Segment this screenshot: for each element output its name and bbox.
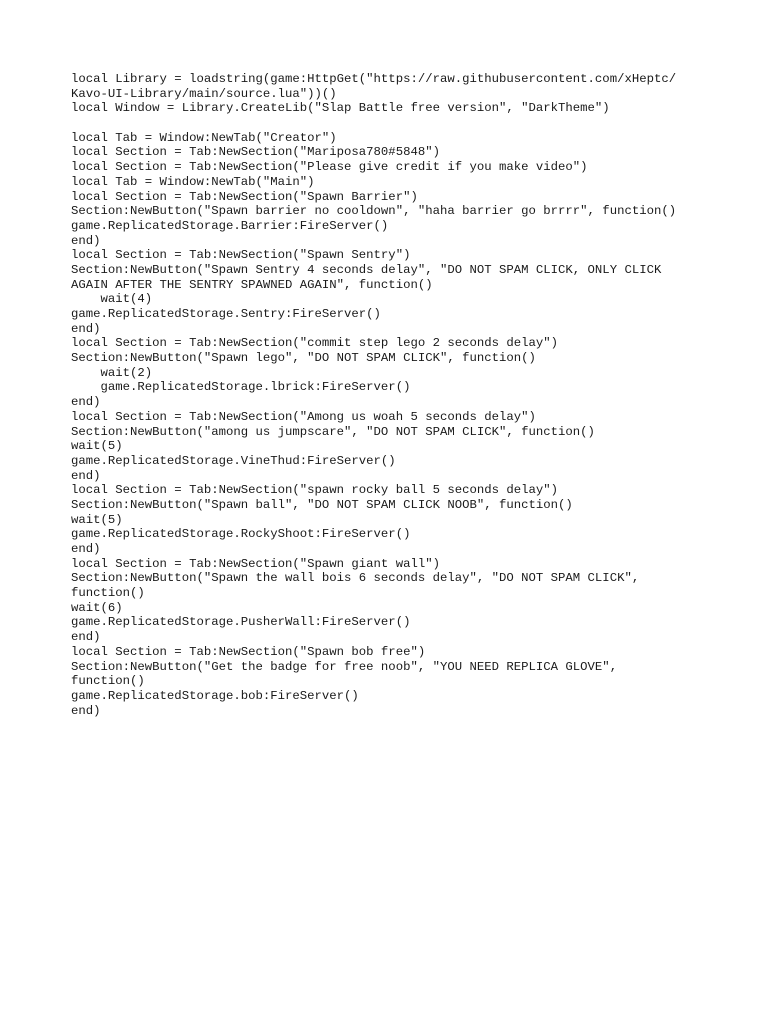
code-line: end) <box>71 233 101 248</box>
code-line: Section:NewButton("Spawn the wall bois 6 seconds delay", "DO NOT SPAM CLICK", <box>71 571 640 586</box>
code-line: Section:NewButton("Get the badge for free noob", "YOU NEED REPLICA GLOVE", <box>71 659 618 674</box>
code-line: local Section = Tab:NewSection("spawn rocky ball 5 seconds delay") <box>71 483 559 498</box>
code-line: end) <box>71 468 101 483</box>
code-line: wait(6) <box>71 600 123 615</box>
code-line: function() <box>71 674 145 689</box>
code-line: local Section = Tab:NewSection("Spawn giant wall") <box>71 556 440 571</box>
code-line: end) <box>71 321 101 336</box>
code-line: Section:NewButton("Spawn Sentry 4 seconds delay", "DO NOT SPAM CLICK, ONLY CLICK <box>71 262 662 277</box>
code-line: game.ReplicatedStorage.RockyShoot:FireServer() <box>71 527 411 542</box>
code-line: game.ReplicatedStorage.Barrier:FireServer() <box>71 218 389 233</box>
code-line: end) <box>71 542 101 556</box>
code-line: Section:NewButton("Spawn ball", "DO NOT SPAM CLICK NOOB", function() <box>71 497 573 512</box>
code-line: local Library = loadstring(game:HttpGet("https://raw.githubusercontent.com/xHeptc/ <box>71 72 677 86</box>
code-line: end) <box>71 395 101 410</box>
code-line: end) <box>71 703 101 718</box>
code-line: local Section = Tab:NewSection("Spawn Barrier") <box>71 189 418 204</box>
code-line: local Window = Library.CreateLib("Slap Battle free version", "DarkTheme") <box>71 101 610 116</box>
code-line: local Section = Tab:NewSection("Spawn Sentry") <box>71 248 411 263</box>
code-line: wait(4) <box>71 292 153 307</box>
code-line: game.ReplicatedStorage.bob:FireServer() <box>71 688 359 703</box>
code-line: local Tab = Window:NewTab("Main") <box>71 174 315 189</box>
code-line: local Section = Tab:NewSection("commit step lego 2 seconds delay") <box>71 336 559 351</box>
code-line: game.ReplicatedStorage.lbrick:FireServer() <box>71 380 411 395</box>
code-line: wait(5) <box>71 512 123 527</box>
code-text-block <box>71 72 751 718</box>
code-line: local Tab = Window:NewTab("Creator") <box>71 130 337 145</box>
code-line: Section:NewButton("Spawn barrier no cooldown", "haha barrier go brrrr", function() <box>71 204 677 219</box>
code-line: function() <box>71 586 145 601</box>
code-line: game.ReplicatedStorage.PusherWall:FireServer() <box>71 615 411 630</box>
code-line: local Section = Tab:NewSection("Among us woah 5 seconds delay") <box>71 409 536 424</box>
code-line: end) <box>71 630 101 645</box>
code-line: wait(5) <box>71 439 123 454</box>
code-line: wait(2) <box>71 365 153 380</box>
code-line: AGAIN AFTER THE SENTRY SPAWNED AGAIN", function() <box>71 277 433 292</box>
code-line: local Section = Tab:NewSection("Mariposa780#5848") <box>71 145 440 160</box>
code-line: local Section = Tab:NewSection("Please give credit if you make video") <box>71 160 588 175</box>
code-line: Kavo-UI-Library/main/source.lua"))() <box>71 86 337 101</box>
code-line <box>71 116 751 131</box>
code-line: game.ReplicatedStorage.VineThud:FireServer() <box>71 453 396 468</box>
code-line: Section:NewButton("among us jumpscare", "DO NOT SPAM CLICK", function() <box>71 424 595 439</box>
code-line: game.ReplicatedStorage.Sentry:FireServer() <box>71 307 381 321</box>
code-line: Section:NewButton("Spawn lego", "DO NOT SPAM CLICK", function() <box>71 351 536 366</box>
code-line: local Section = Tab:NewSection("Spawn bob free") <box>71 644 426 659</box>
